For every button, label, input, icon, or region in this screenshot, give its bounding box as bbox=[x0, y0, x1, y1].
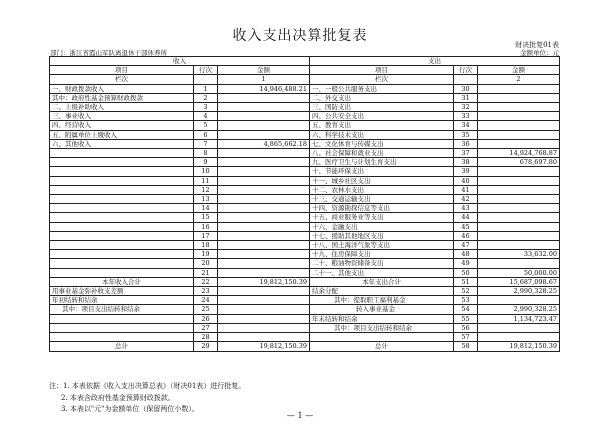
income-line-cell: 8 bbox=[194, 149, 218, 158]
income-amount-cell bbox=[218, 195, 310, 204]
table-row bbox=[50, 103, 560, 112]
expense-item-cell: 二十一、其他支出 bbox=[310, 268, 454, 277]
expense-amount-cell: 2,990,328.25 bbox=[478, 305, 560, 314]
expense-column-label: 栏次 bbox=[310, 75, 454, 84]
expense-line-cell: 57 bbox=[454, 333, 478, 342]
income-amount-cell bbox=[218, 296, 310, 305]
expense-line-cell: 54 bbox=[454, 305, 478, 314]
income-amount-cell bbox=[218, 130, 310, 139]
expense-line-cell: 44 bbox=[454, 213, 478, 222]
expense-item-cell: 四、公共安全支出 bbox=[310, 112, 454, 121]
expense-line-cell: 55 bbox=[454, 314, 478, 323]
department-label: 部门：浙江省霞山军队离退休干部休养所 bbox=[50, 49, 167, 57]
expense-item-header: 项目 bbox=[310, 66, 454, 75]
income-item-cell bbox=[50, 333, 194, 342]
income-item-cell: 二、上级补助收入 bbox=[50, 103, 194, 112]
income-amount-cell bbox=[218, 185, 310, 194]
expense-item-cell: 其中：项目支出结转和结余 bbox=[310, 323, 454, 332]
expense-line-cell: 34 bbox=[454, 121, 478, 130]
income-line-cell: 6 bbox=[194, 130, 218, 139]
income-amount-cell bbox=[218, 333, 310, 342]
expense-line-cell: 43 bbox=[454, 204, 478, 213]
expense-amount-cell bbox=[478, 112, 560, 121]
income-amount-cell bbox=[218, 268, 310, 277]
income-amount-cell: 4,865,662.18 bbox=[218, 139, 310, 148]
income-item-cell: 一、财政拨款收入 bbox=[50, 84, 194, 93]
table-row bbox=[50, 130, 560, 139]
income-amount-cell bbox=[218, 222, 310, 231]
income-line-cell: 13 bbox=[194, 195, 218, 204]
income-item-cell bbox=[50, 176, 194, 185]
income-amount-cell bbox=[218, 305, 310, 314]
income-amount-cell bbox=[218, 241, 310, 250]
expense-amount-cell bbox=[478, 130, 560, 139]
column-header-row bbox=[50, 66, 560, 75]
expense-amount-cell bbox=[478, 323, 560, 332]
report-title: 收入支出决算批复表 bbox=[232, 28, 368, 44]
income-item-cell: 三、事业收入 bbox=[50, 112, 194, 121]
expense-line-cell: 48 bbox=[454, 250, 478, 259]
income-item-cell bbox=[50, 222, 194, 231]
expense-item-cell: 二、外交支出 bbox=[310, 93, 454, 102]
expense-line-cell: 37 bbox=[454, 149, 478, 158]
income-item-cell: 四、经营收入 bbox=[50, 121, 194, 130]
income-line-cell: 9 bbox=[194, 158, 218, 167]
section-header-row bbox=[50, 57, 560, 66]
budget-table bbox=[49, 56, 560, 352]
expense-amount-cell bbox=[478, 333, 560, 342]
expense-amount-cell bbox=[478, 139, 560, 148]
expense-item-cell: 十九、住房保障支出 bbox=[310, 250, 454, 259]
expense-item-cell: 二十、粮油物资储备支出 bbox=[310, 259, 454, 268]
note-3: 3. 本表以"元"为金额单位（保留两位小数）。 bbox=[61, 405, 199, 413]
expense-line-cell: 49 bbox=[454, 259, 478, 268]
expense-line-cell: 41 bbox=[454, 185, 478, 194]
expense-column-number: 2 bbox=[478, 75, 560, 84]
expense-item-cell: 三、国防支出 bbox=[310, 103, 454, 112]
income-item-cell: 其中：政府性基金预算财政拨款 bbox=[50, 93, 194, 102]
income-line-cell: 7 bbox=[194, 139, 218, 148]
expense-item-cell: 十、节能环保支出 bbox=[310, 167, 454, 176]
table-row bbox=[50, 213, 560, 222]
income-item-cell bbox=[50, 204, 194, 213]
column-index-row bbox=[50, 75, 560, 84]
table-row bbox=[50, 195, 560, 204]
table-row bbox=[50, 84, 560, 93]
income-line-cell: 18 bbox=[194, 241, 218, 250]
income-item-cell bbox=[50, 323, 194, 332]
income-amount-cell bbox=[218, 213, 310, 222]
income-line-cell: 14 bbox=[194, 204, 218, 213]
expense-amount-cell bbox=[478, 93, 560, 102]
income-line-cell: 10 bbox=[194, 167, 218, 176]
unit-label: 金额单位：元 bbox=[520, 49, 559, 57]
expense-line-cell: 30 bbox=[454, 84, 478, 93]
income-line-cell: 3 bbox=[194, 103, 218, 112]
income-amount-cell: 19,812,150.39 bbox=[218, 342, 310, 351]
expense-amount-header: 金额 bbox=[478, 66, 560, 75]
income-line-cell: 20 bbox=[194, 259, 218, 268]
table-row bbox=[50, 250, 560, 259]
income-item-cell: 五、附属单位上缴收入 bbox=[50, 130, 194, 139]
income-line-cell: 25 bbox=[194, 305, 218, 314]
expense-amount-cell bbox=[478, 259, 560, 268]
expense-item-cell: 十五、商业服务业等支出 bbox=[310, 213, 454, 222]
table-row bbox=[50, 167, 560, 176]
table-row bbox=[50, 139, 560, 148]
expense-line-header: 行次 bbox=[454, 66, 478, 75]
income-line-cell: 24 bbox=[194, 296, 218, 305]
income-line-cell: 12 bbox=[194, 185, 218, 194]
table-row bbox=[50, 287, 560, 296]
income-item-cell: 其中：项目支出结转和结余 bbox=[50, 305, 194, 314]
table-row bbox=[50, 149, 560, 158]
table-row bbox=[50, 241, 560, 250]
income-amount-cell: 14,946,488.21 bbox=[218, 84, 310, 93]
income-line-header: 行次 bbox=[194, 66, 218, 75]
income-line-cell: 2 bbox=[194, 93, 218, 102]
income-item-cell bbox=[50, 149, 194, 158]
expense-item-cell: 其中：提取职工福利基金 bbox=[310, 296, 454, 305]
income-amount-header: 金额 bbox=[218, 66, 310, 75]
income-amount-cell bbox=[218, 158, 310, 167]
expense-line-cell: 38 bbox=[454, 158, 478, 167]
income-amount-cell bbox=[218, 323, 310, 332]
expense-line-cell: 50 bbox=[454, 268, 478, 277]
income-amount-cell bbox=[218, 231, 310, 240]
expense-line-cell: 47 bbox=[454, 241, 478, 250]
expense-line-cell: 31 bbox=[454, 93, 478, 102]
table-row bbox=[50, 231, 560, 240]
expense-item-cell: 本年支出合计 bbox=[310, 277, 454, 286]
income-amount-cell bbox=[218, 204, 310, 213]
table-row bbox=[50, 176, 560, 185]
page-number: — 1 — bbox=[286, 411, 314, 420]
table-row bbox=[50, 185, 560, 194]
income-line-cell: 26 bbox=[194, 314, 218, 323]
expense-amount-cell bbox=[478, 195, 560, 204]
expense-line-cell: 35 bbox=[454, 130, 478, 139]
expense-item-cell: 五、教育支出 bbox=[310, 121, 454, 130]
expense-line-cell: 51 bbox=[454, 277, 478, 286]
expense-line-cell: 42 bbox=[454, 195, 478, 204]
income-item-cell bbox=[50, 268, 194, 277]
expense-item-cell: 十四、资源勘探信息等支出 bbox=[310, 204, 454, 213]
expense-amount-cell: 14,924,768.87 bbox=[478, 149, 560, 158]
expense-line-index bbox=[454, 75, 478, 84]
expense-item-cell: 结余分配 bbox=[310, 287, 454, 296]
table-row bbox=[50, 268, 560, 277]
table-row bbox=[50, 305, 560, 314]
income-item-cell bbox=[50, 241, 194, 250]
expense-line-cell: 40 bbox=[454, 176, 478, 185]
expense-amount-cell bbox=[478, 176, 560, 185]
income-item-cell bbox=[50, 167, 194, 176]
expense-line-cell: 32 bbox=[454, 103, 478, 112]
table-row bbox=[50, 323, 560, 332]
income-item-cell bbox=[50, 259, 194, 268]
expense-amount-cell bbox=[478, 296, 560, 305]
income-amount-cell bbox=[218, 93, 310, 102]
table-row bbox=[50, 222, 560, 231]
table-row bbox=[50, 93, 560, 102]
table-row bbox=[50, 158, 560, 167]
income-line-index bbox=[194, 75, 218, 84]
income-item-cell bbox=[50, 158, 194, 167]
income-amount-cell bbox=[218, 287, 310, 296]
expense-item-cell: 转入事业基金 bbox=[310, 305, 454, 314]
expense-item-cell bbox=[310, 333, 454, 342]
income-line-cell: 15 bbox=[194, 213, 218, 222]
income-line-cell: 21 bbox=[194, 268, 218, 277]
table-row bbox=[50, 112, 560, 121]
expense-amount-cell bbox=[478, 185, 560, 194]
income-line-cell: 11 bbox=[194, 176, 218, 185]
expense-item-cell: 十八、国土海洋气象等支出 bbox=[310, 241, 454, 250]
expense-amount-cell: 19,812,150.39 bbox=[478, 342, 560, 351]
expense-line-cell: 58 bbox=[454, 342, 478, 351]
expense-amount-cell bbox=[478, 167, 560, 176]
expense-amount-cell bbox=[478, 231, 560, 240]
income-item-cell: 用事业基金弥补收支差额 bbox=[50, 287, 194, 296]
table-row bbox=[50, 121, 560, 130]
expense-item-cell: 一、一般公共服务支出 bbox=[310, 84, 454, 93]
income-amount-cell bbox=[218, 103, 310, 112]
expense-item-cell: 六、科学技术支出 bbox=[310, 130, 454, 139]
income-item-cell bbox=[50, 185, 194, 194]
income-item-cell: 六、其他收入 bbox=[50, 139, 194, 148]
expense-amount-cell bbox=[478, 213, 560, 222]
expense-line-cell: 53 bbox=[454, 296, 478, 305]
table-row bbox=[50, 204, 560, 213]
table-row bbox=[50, 277, 560, 286]
expense-amount-cell: 1,134,723.47 bbox=[478, 314, 560, 323]
expense-line-cell: 56 bbox=[454, 323, 478, 332]
expense-item-cell: 十六、金融支出 bbox=[310, 222, 454, 231]
expense-item-cell: 年末结转和结余 bbox=[310, 314, 454, 323]
income-amount-cell bbox=[218, 250, 310, 259]
expense-line-cell: 45 bbox=[454, 222, 478, 231]
table-row bbox=[50, 342, 560, 351]
expense-amount-cell bbox=[478, 84, 560, 93]
income-header: 收入 bbox=[50, 57, 310, 66]
expense-amount-cell: 33,632.00 bbox=[478, 250, 560, 259]
income-line-cell: 16 bbox=[194, 222, 218, 231]
income-line-cell: 28 bbox=[194, 333, 218, 342]
expense-item-cell: 八、社会保障和就业支出 bbox=[310, 149, 454, 158]
note-1: 注：1. 本表依据《收入支出决算总表》（财决01表）进行批复。 bbox=[49, 382, 246, 390]
income-line-cell: 19 bbox=[194, 250, 218, 259]
table-row bbox=[50, 314, 560, 323]
income-item-cell: 年初结转和结余 bbox=[50, 296, 194, 305]
income-item-cell bbox=[50, 314, 194, 323]
income-item-cell bbox=[50, 231, 194, 240]
expense-item-cell: 十三、交通运输支出 bbox=[310, 195, 454, 204]
expense-line-cell: 36 bbox=[454, 139, 478, 148]
income-amount-cell bbox=[218, 176, 310, 185]
expense-line-cell: 39 bbox=[454, 167, 478, 176]
income-item-cell bbox=[50, 213, 194, 222]
income-amount-cell bbox=[218, 112, 310, 121]
income-line-cell: 5 bbox=[194, 121, 218, 130]
expense-amount-cell: 2,990,328.25 bbox=[478, 287, 560, 296]
expense-amount-cell: 50,000.00 bbox=[478, 268, 560, 277]
table-row bbox=[50, 259, 560, 268]
expense-line-cell: 46 bbox=[454, 231, 478, 240]
income-item-cell bbox=[50, 195, 194, 204]
income-line-cell: 4 bbox=[194, 112, 218, 121]
income-item-cell: 总计 bbox=[50, 342, 194, 351]
income-line-cell: 23 bbox=[194, 287, 218, 296]
income-item-cell: 本年收入合计 bbox=[50, 277, 194, 286]
expense-line-cell: 52 bbox=[454, 287, 478, 296]
note-2: 2. 本表含政府性基金预算财政拨款。 bbox=[61, 393, 175, 402]
income-line-cell: 1 bbox=[194, 84, 218, 93]
form-code: 财决批复01表 bbox=[515, 41, 559, 49]
expense-amount-cell bbox=[478, 241, 560, 250]
expense-item-cell: 九、医疗卫生与计划生育支出 bbox=[310, 158, 454, 167]
expense-amount-cell bbox=[478, 103, 560, 112]
income-amount-cell bbox=[218, 259, 310, 268]
expense-amount-cell bbox=[478, 222, 560, 231]
expense-amount-cell bbox=[478, 204, 560, 213]
table-row bbox=[50, 296, 560, 305]
income-line-cell: 29 bbox=[194, 342, 218, 351]
income-amount-cell bbox=[218, 167, 310, 176]
expense-item-cell: 十二、农林水支出 bbox=[310, 185, 454, 194]
income-column-label: 栏次 bbox=[50, 75, 194, 84]
expense-item-cell: 十七、援助其他地区支出 bbox=[310, 231, 454, 240]
income-column-number: 1 bbox=[218, 75, 310, 84]
expense-amount-cell: 15,687,098.67 bbox=[478, 277, 560, 286]
expense-item-cell: 七、文化体育与传媒支出 bbox=[310, 139, 454, 148]
income-line-cell: 22 bbox=[194, 277, 218, 286]
table-row bbox=[50, 333, 560, 342]
income-amount-cell bbox=[218, 121, 310, 130]
expense-amount-cell bbox=[478, 121, 560, 130]
income-item-cell bbox=[50, 250, 194, 259]
income-amount-cell bbox=[218, 314, 310, 323]
income-line-cell: 17 bbox=[194, 231, 218, 240]
expense-item-cell: 总计 bbox=[310, 342, 454, 351]
expense-header: 支出 bbox=[310, 57, 560, 66]
expense-amount-cell: 678,697.80 bbox=[478, 158, 560, 167]
income-amount-cell bbox=[218, 149, 310, 158]
expense-item-cell: 十一、城乡社区支出 bbox=[310, 176, 454, 185]
income-item-header: 项目 bbox=[50, 66, 194, 75]
income-amount-cell: 19,812,150.39 bbox=[218, 277, 310, 286]
expense-line-cell: 33 bbox=[454, 112, 478, 121]
income-line-cell: 27 bbox=[194, 323, 218, 332]
